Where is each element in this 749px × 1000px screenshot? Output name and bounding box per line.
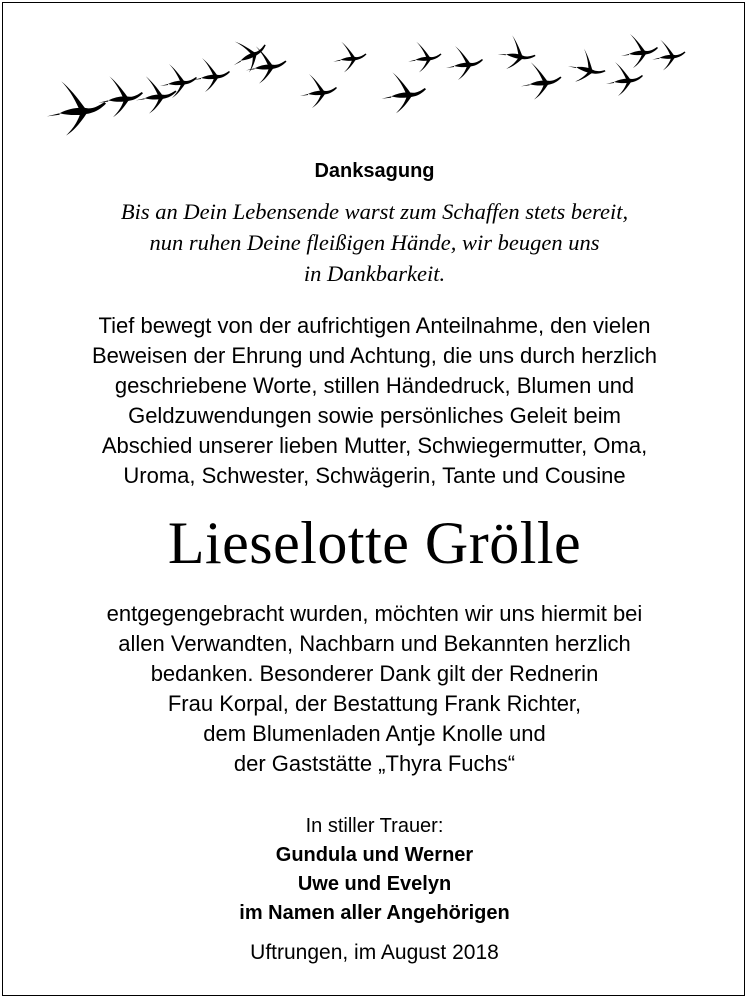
thanks-paragraph-2: [0, 599, 749, 779]
mourning-intro: In stiller Trauer:: [305, 815, 444, 837]
paragraph-line: geschriebene Worte, stillen Händedruck, Blumen und: [114, 373, 635, 398]
paragraph-line: Uroma, Schwester, Schwägerin, Tante und Cousine: [123, 463, 626, 488]
verse-line: in Dankbarkeit.: [303, 261, 446, 286]
mourner-name: im Namen aller Angehörigen: [239, 902, 510, 924]
paragraph-line: Geldzuwendungen sowie persönliches Geleit beim: [128, 403, 621, 428]
deceased-name: Lieselotte Grölle: [167, 510, 582, 576]
mourner-name: Gundula und Werner: [275, 844, 474, 866]
place-date: Uftrungen, im August 2018: [250, 941, 499, 964]
paragraph-line: entgegengebracht wurden, möchten wir uns hiermit bei: [106, 601, 643, 626]
paragraph-line: dem Blumenladen Antje Knolle und: [203, 721, 546, 746]
flying-cranes-icon: [0, 0, 749, 150]
paragraph-line: Tief bewegt von der aufrichtigen Anteilnahme, den vielen: [98, 313, 651, 338]
paragraph-line: Frau Korpal, der Bestattung Frank Richter,: [167, 691, 582, 716]
mourner-name: Uwe und Evelyn: [297, 873, 452, 895]
paragraph-line: bedanken. Besonderer Dank gilt der Rednerin: [150, 661, 599, 686]
thanks-paragraph-1: [0, 311, 749, 491]
verse-line: nun ruhen Deine fleißigen Hände, wir beugen uns: [149, 230, 600, 255]
paragraph-line: Beweisen der Ehrung und Achtung, die uns durch herzlich: [91, 343, 658, 368]
paragraph-line: Abschied unserer lieben Mutter, Schwiegermutter, Oma,: [101, 433, 648, 458]
paragraph-line: allen Verwandten, Nachbarn und Bekannten herzlich: [118, 631, 631, 656]
paragraph-line: der Gaststätte „Thyra Fuchs“: [233, 751, 516, 776]
verse-line: Bis an Dein Lebensende warst zum Schaffen stets bereit,: [120, 199, 629, 224]
mourners-block: [0, 812, 749, 928]
heading: Danksagung: [314, 160, 435, 182]
verse: [0, 196, 749, 289]
